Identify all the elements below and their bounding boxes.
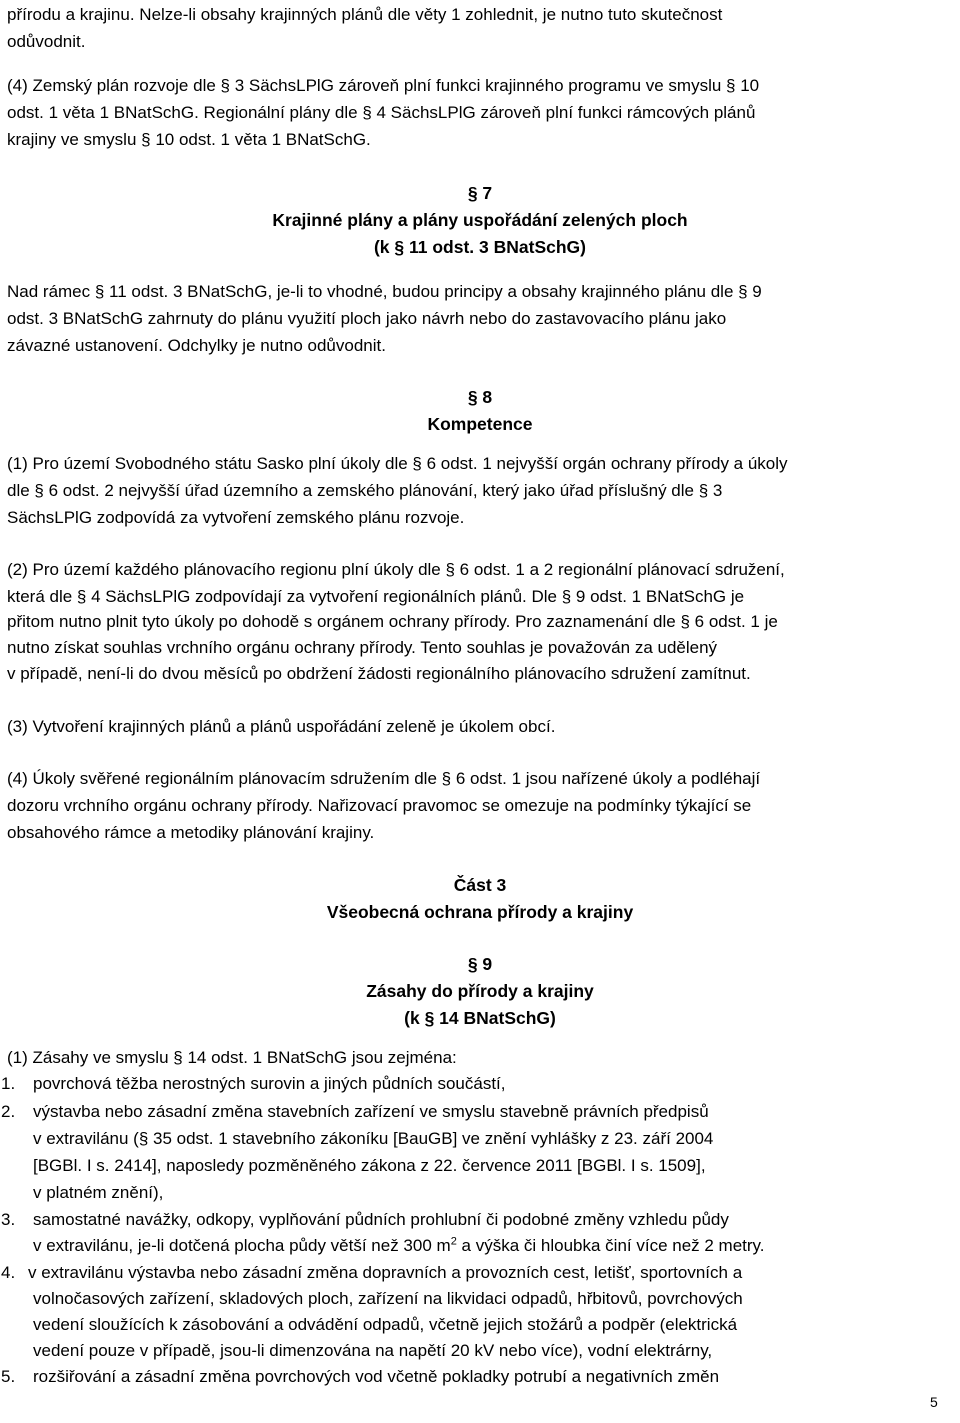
list-number: 5. <box>1 1367 16 1386</box>
text-line: (1) Zásahy ve smyslu § 14 odst. 1 BNatSchG jsou zejména: <box>7 1048 457 1067</box>
section-title: Kompetence <box>427 414 533 434</box>
text-line: přírodu a krajinu. Nelze-li obsahy krajinných plánů dle věty 1 zohlednit, je nutno tuto skutečnost <box>7 5 723 24</box>
list-number: 2. <box>1 1102 16 1121</box>
list-item <box>0 1071 960 1097</box>
part-title: Všeobecná ochrana přírody a krajiny <box>326 902 634 922</box>
list-item-continuation <box>0 1233 960 1259</box>
text-line: která dle § 4 SächsLPlG zodpovídají za vytvoření regionálních plánů. Dle § 9 odst. 1 BNatSchG je <box>7 587 745 606</box>
list-item-continuation <box>0 1312 960 1338</box>
list-text <box>33 1233 765 1259</box>
text-line: (3) Vytvoření krajinných plánů a plánů uspořádání zeleně je úkolem obcí. <box>7 717 556 736</box>
list-item <box>0 1207 960 1233</box>
list-text: v extravilánu výstavba nebo zásadní změna dopravních a provozních cest, letišť, sportovních a <box>28 1263 743 1282</box>
list-text-part: v extravilánu, je-li dotčená plocha půdy větší než 300 m <box>33 1236 451 1255</box>
list-text: v extravilánu (§ 35 odst. 1 stavebního zákoníku [BauGB] ve znění vyhlášky z 23. září 2004 <box>33 1129 714 1148</box>
list-text: [BGBl. I s. 2414], naposledy pozměněného zákona z 22. července 2011 [BGBl. I s. 1509], <box>33 1156 706 1175</box>
text-line: (1) Pro území Svobodného státu Sasko plní úkoly dle § 6 odst. 1 nejvyšší orgán ochrany přírody a úkoly <box>7 454 788 473</box>
text-line: dle § 6 odst. 2 nejvyšší úřad územního a zemského plánování, který jako úřad příslušný dle § 3 <box>7 481 723 500</box>
text-line: (2) Pro území každého plánovacího regionu plní úkoly dle § 6 odst. 1 a 2 regionální plánovací sdružení, <box>7 560 785 579</box>
text-line: odůvodnit. <box>7 32 86 51</box>
list-text: vedení sloužících k zásobování a odvádění odpadů, včetně jejich stožárů a podpěr (elektrická <box>33 1315 738 1334</box>
section-number: § 7 <box>467 183 493 203</box>
list-number: 3. <box>1 1210 16 1229</box>
list-text: volnočasových zařízení, skladových ploch, zařízení na likvidaci odpadů, hřbitovů, povrchových <box>33 1289 743 1308</box>
text-line: krajiny ve smyslu § 10 odst. 1 věta 1 BNatSchG. <box>7 130 371 149</box>
list-item <box>0 1260 960 1286</box>
list-item-continuation <box>0 1180 960 1206</box>
section-reference: (k § 11 odst. 3 BNatSchG) <box>373 237 586 257</box>
list-item <box>0 1099 960 1125</box>
text-line: odst. 3 BNatSchG zahrnuty do plánu využití ploch jako návrh nebo do zastavovacího plánu jako <box>7 309 727 328</box>
list-text: rozšiřování a zásadní změna povrchových vod včetně pokladky potrubí a negativních změn <box>33 1367 720 1386</box>
list-item-continuation <box>0 1286 960 1312</box>
list-text: vedení pouze v případě, jsou-li dimenzována na napětí 20 kV nebo více), vodní elektrárny, <box>33 1341 713 1360</box>
list-item-continuation <box>0 1153 960 1179</box>
list-text: samostatné navážky, odkopy, vyplňování půdních prohlubní či podobné změny vzhledu půdy <box>33 1210 729 1229</box>
page-number: 5 <box>930 1394 938 1410</box>
text-line: dozoru vrchního orgánu ochrany přírody. Nařizovací pravomoc se omezuje na podmínky týkající se <box>7 796 752 815</box>
text-line: SächsLPlG zodpovídá za vytvoření zemského plánu rozvoje. <box>7 508 465 527</box>
section-number: § 9 <box>467 954 493 974</box>
list-text-part: a výška či hloubka činí více než 2 metry. <box>456 1236 765 1255</box>
list-item-continuation <box>0 1338 960 1364</box>
text-line: obsahového rámce a metodiky plánování krajiny. <box>7 823 375 842</box>
text-line: závazné ustanovení. Odchylky je nutno odůvodnit. <box>7 336 386 355</box>
section-title: Zásahy do přírody a krajiny <box>366 981 594 1001</box>
text-line: nutno získat souhlas vrchního orgánu ochrany přírody. Tento souhlas je považován za udělený <box>7 638 718 657</box>
list-text: v platném znění), <box>33 1183 164 1202</box>
list-text: výstavba nebo zásadní změna stavebních zařízení ve smyslu stavebně právních předpisů <box>33 1102 709 1121</box>
section-number: § 8 <box>467 387 493 407</box>
section-title: Krajinné plány a plány uspořádání zelených ploch <box>272 210 688 230</box>
text-line: odst. 1 věta 1 BNatSchG. Regionální plány dle § 4 SächsLPlG zároveň plní funkci rámcových plánů <box>7 103 756 122</box>
text-line: (4) Zemský plán rozvoje dle § 3 SächsLPlG zároveň plní funkci krajinného programu ve smyslu § 10 <box>7 76 760 95</box>
text-line: v případě, není-li do dvou měsíců po obdržení žádosti regionálního plánovacího sdružení zamítnut. <box>7 664 751 683</box>
list-item-continuation <box>0 1126 960 1152</box>
text-line: (4) Úkoly svěřené regionálním plánovacím sdružením dle § 6 odst. 1 jsou nařízené úkoly a podléhají <box>7 769 761 788</box>
list-text: povrchová těžba nerostných surovin a jiných půdních součástí, <box>33 1074 506 1093</box>
list-number: 4. <box>1 1263 16 1282</box>
text-line: přitom nutno plnit tyto úkoly po dohodě s orgánem ochrany přírody. Pro zaznamenání dle § 6 odst. 1 je <box>7 612 778 631</box>
part-number: Část 3 <box>453 875 507 895</box>
superscript: 2 <box>450 1235 457 1248</box>
text-line: Nad rámec § 11 odst. 3 BNatSchG, je-li to vhodné, budou principy a obsahy krajinného plánu dle § 9 <box>7 282 762 301</box>
section-reference: (k § 14 BNatSchG) <box>404 1008 556 1028</box>
list-item <box>0 1364 960 1390</box>
list-number: 1. <box>1 1074 16 1093</box>
